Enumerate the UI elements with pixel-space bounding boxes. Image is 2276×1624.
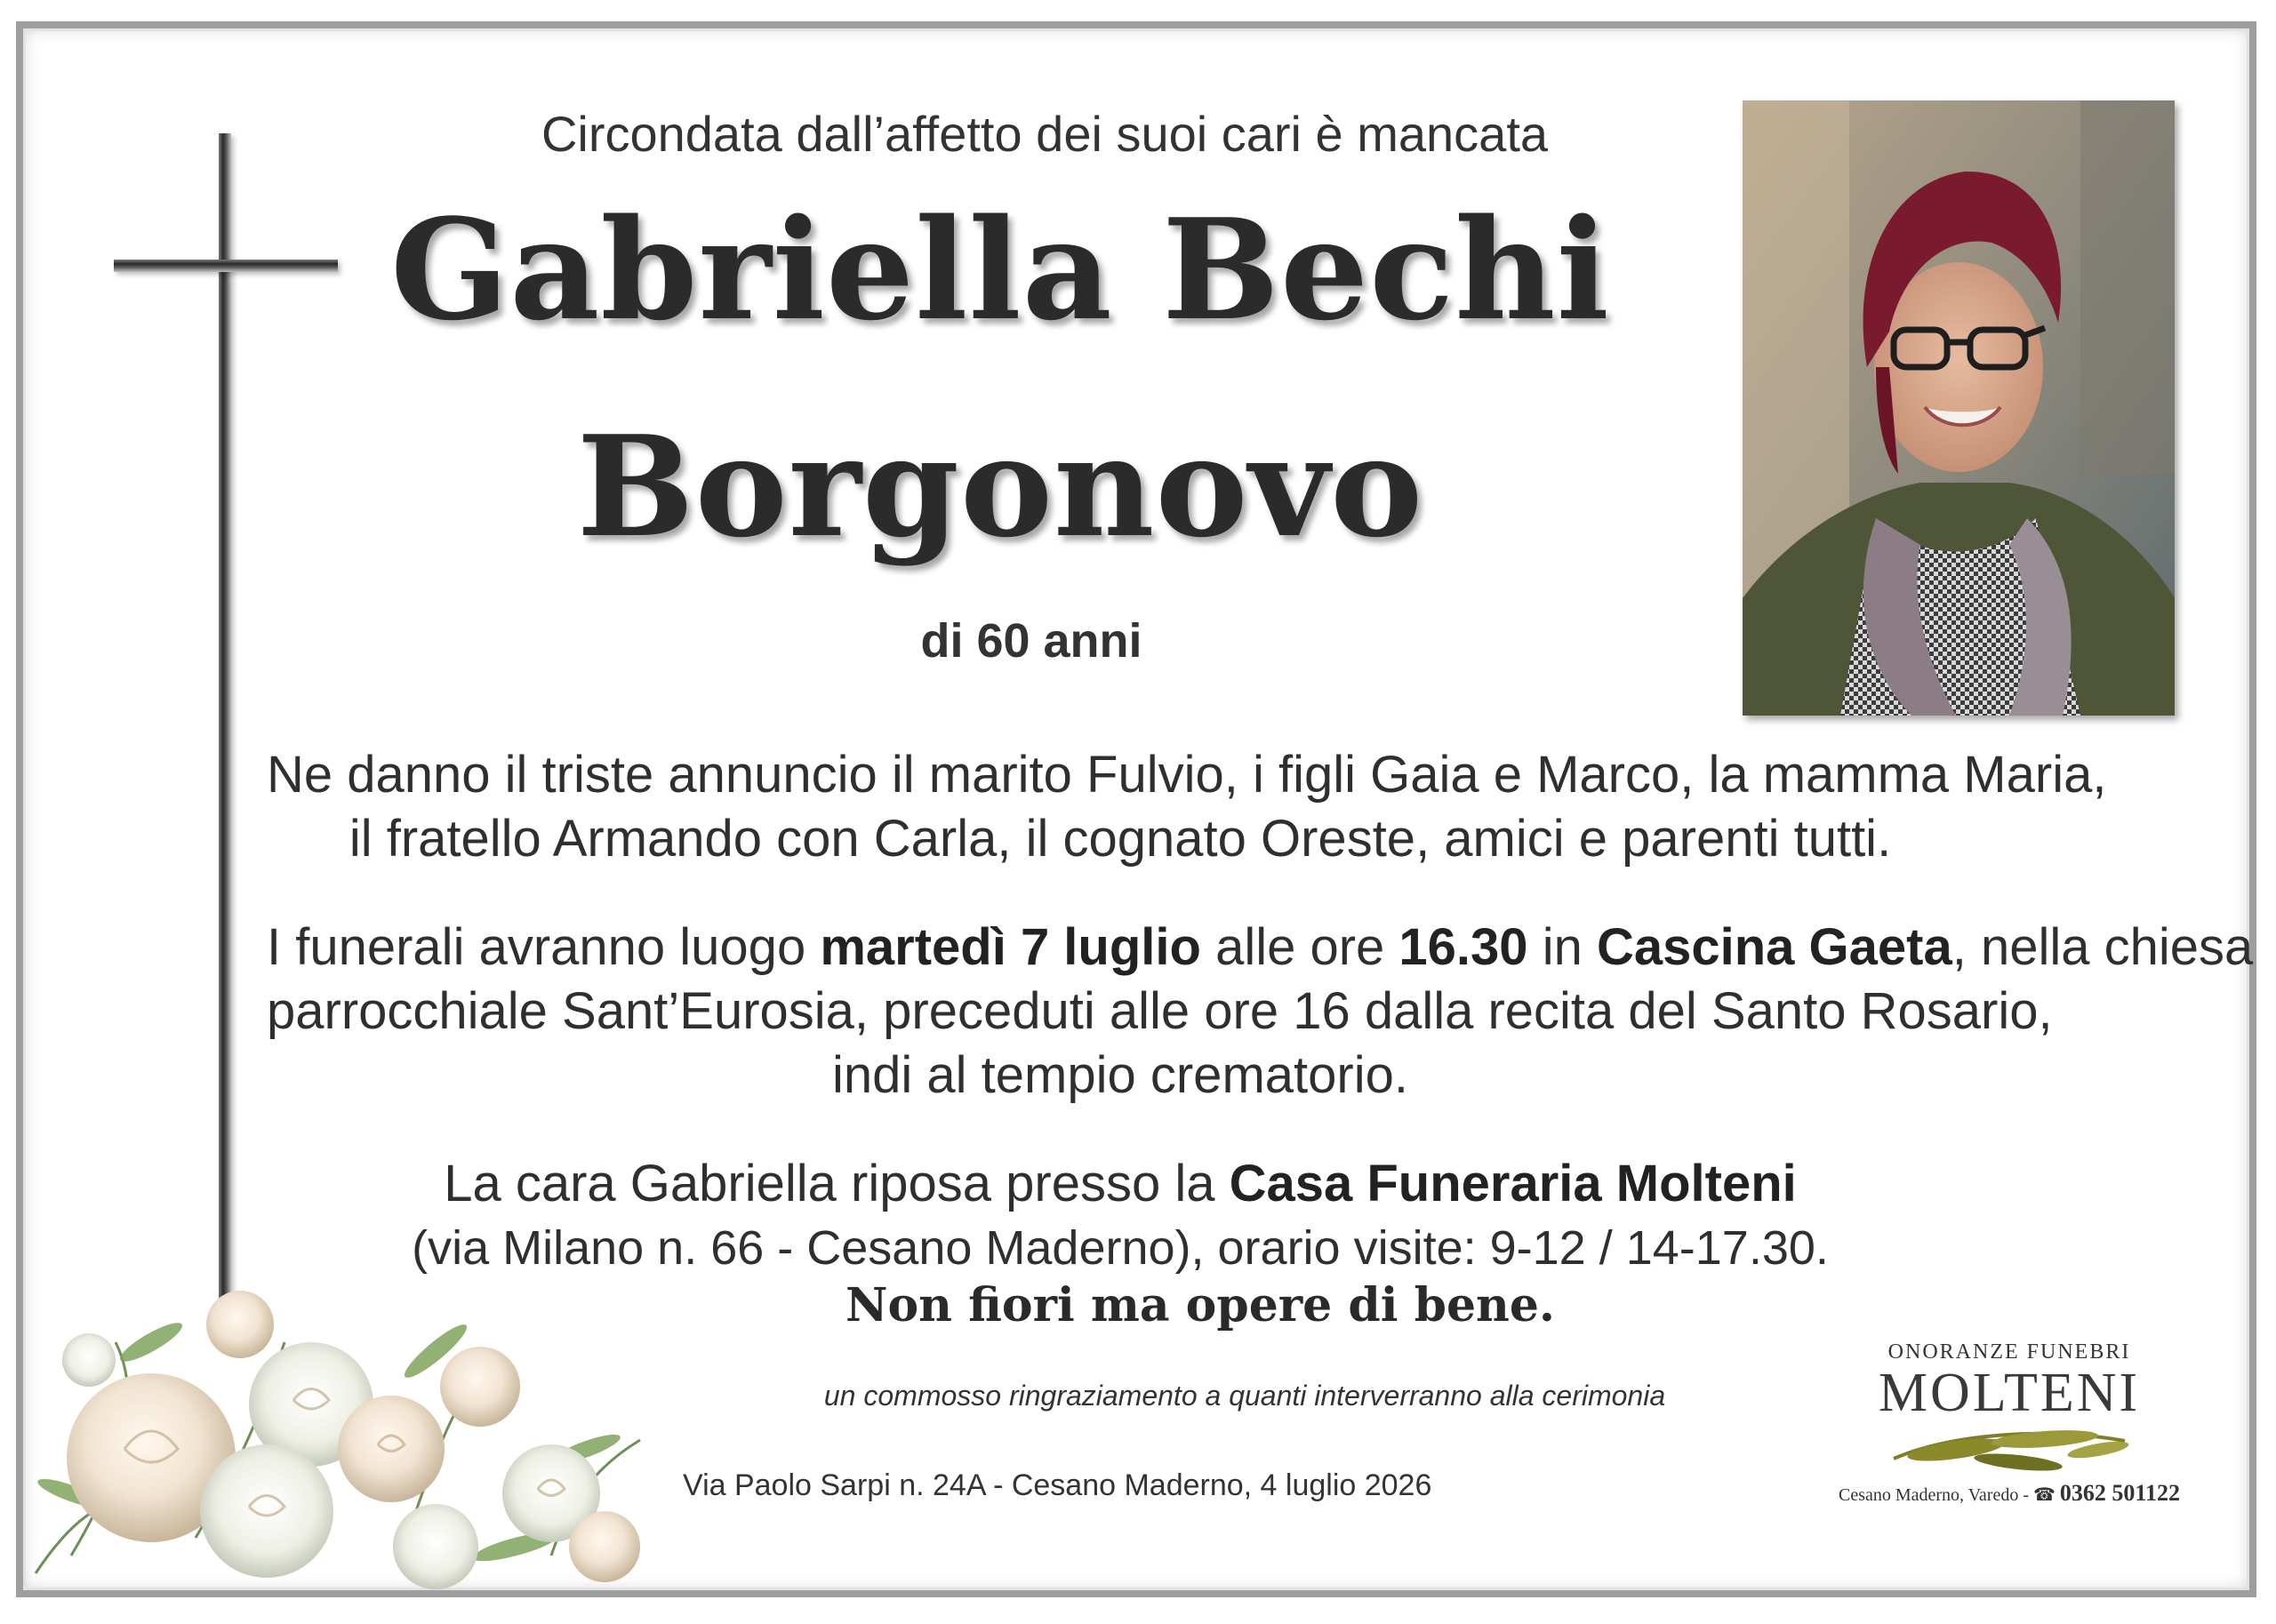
deceased-name-line1: Gabriella Bechi (390, 188, 1610, 351)
funeral-text: alle ore (1200, 918, 1399, 976)
roses-bouquet-image (18, 1289, 676, 1591)
cross-arm (114, 260, 338, 272)
funeral-line3: indi al tempio crematorio. (832, 1046, 1408, 1104)
logo-name-text: MOLTENI (1878, 1363, 2141, 1423)
funeral-line2: parrocchiale Sant’Eurosia, preceduti alle ore 16 dalla recita del Santo Rosario, (267, 982, 2053, 1040)
announcement-line2: il fratello Armando con Carla, il cognato Oreste, amici e parenti tutti. (349, 810, 1892, 868)
thanks-text: un commosso ringraziamento a quanti interverranno alla cerimonia (823, 1380, 1666, 1412)
rest-text: La cara Gabriella riposa presso la (444, 1155, 1230, 1212)
address-date-text: Via Paolo Sarpi n. 24A - Cesano Maderno, 4 luglio 2026 (683, 1468, 1432, 1502)
cross-icon (219, 133, 231, 1342)
announcement-line1: Ne danno il triste annuncio il marito Fulvio, i figli Gaia e Marco, la mamma Maria, (267, 746, 2107, 804)
rest-line2: (via Milano n. 66 - Cesano Maderno), orario visite: 9-12 / 14-17.30. (412, 1221, 1829, 1275)
intro-text: Circondata dall’affetto dei suoi cari è mancata (541, 106, 1549, 162)
funeral-text: , nella chiesa (1951, 918, 2254, 976)
phone-icon: ☎ (2033, 1485, 2060, 1505)
funeral-home-name: Casa Funeraria Molteni (1229, 1155, 1797, 1212)
age-text: di 60 anni (920, 614, 1142, 668)
funeral-paragraph (267, 916, 2254, 1108)
rest-line1 (267, 1152, 1974, 1216)
olive-branch-icon (1876, 1423, 2143, 1476)
funeral-line1 (267, 916, 2254, 980)
portrait-photo (1743, 100, 2175, 716)
logo-phone: 0362 501122 (2059, 1480, 2180, 1506)
logo-footer (1814, 1480, 2205, 1507)
funeral-place: Cascina Gaeta (1596, 918, 1952, 976)
funeral-time: 16.30 (1398, 918, 1528, 976)
funeral-text: I funerali avranno luogo (267, 918, 821, 976)
rest-paragraph (267, 1152, 1974, 1280)
motto-text: Non fiori ma opere di bene. (845, 1278, 1556, 1332)
deceased-name-line2: Borgonovo (576, 405, 1424, 568)
logo-top-text: ONORANZE FUNEBRI (1887, 1340, 2131, 1364)
funeral-text: in (1527, 918, 1597, 976)
logo-locations: Cesano Maderno, Varedo - (1838, 1485, 2033, 1505)
funeral-home-logo (1814, 1340, 2205, 1518)
announcement-paragraph (267, 743, 2107, 871)
funeral-day: martedì 7 luglio (820, 918, 1201, 976)
